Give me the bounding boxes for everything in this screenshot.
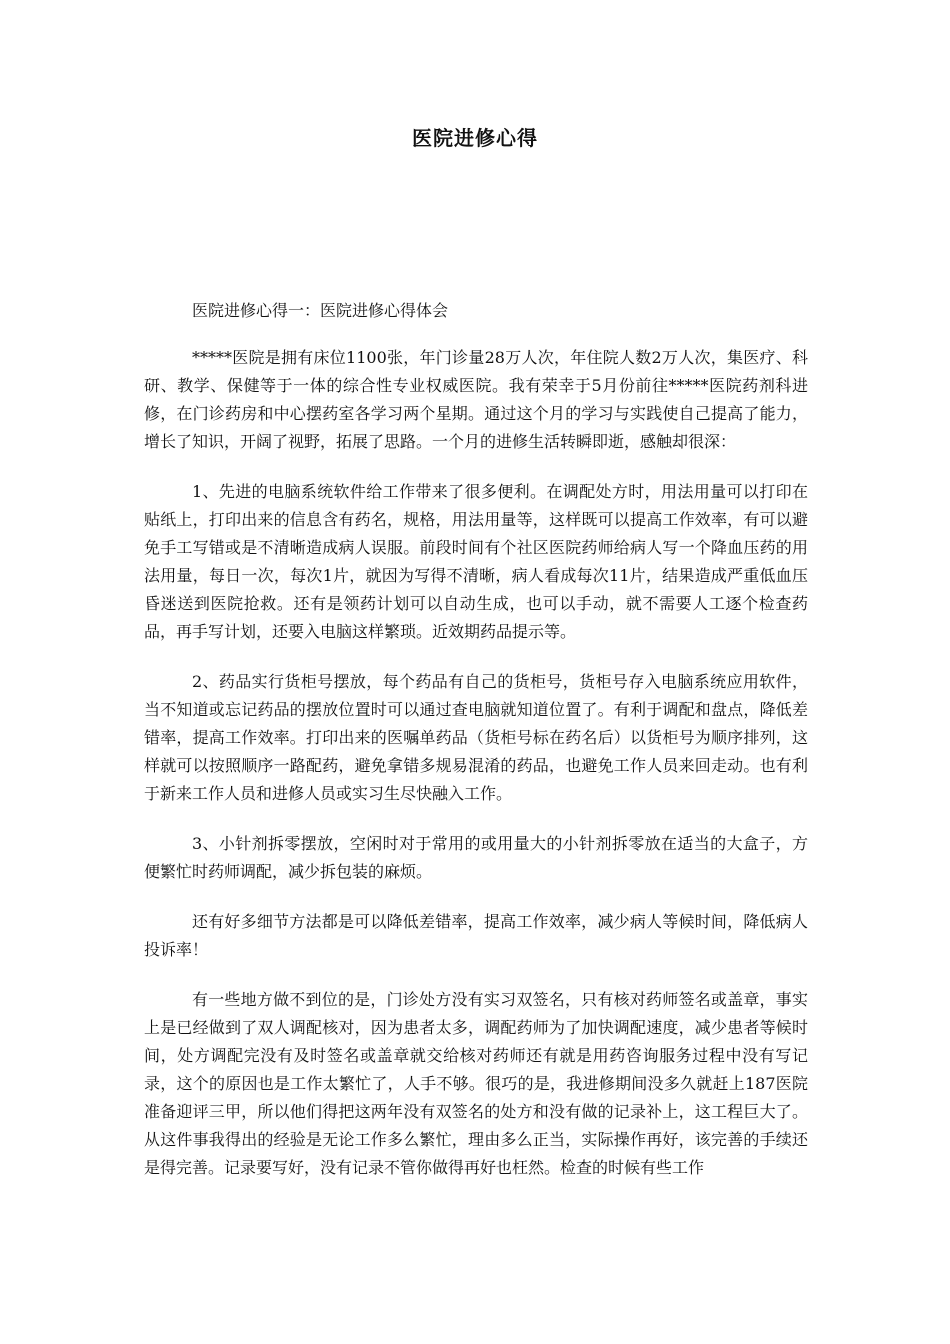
paragraph-shortcomings: 有一些地方做不到位的是，门诊处方没有实习双签名，只有核对药师签名或盖章，事实上是已经做到了双人调配核对，因为患者太多，调配药师为了加快调配速度，减少患者等候时间，处方调配完没有及时签名或盖章就交给核对药师还有就是用药咨询服务过程中没有写记录，这个的原因也是工作太繁忙了，人手不够。很巧的是，我进修期间没多久就赶上187医院准备迎评三甲，所以他们得把这两年没有双签名的处方和没有做的记录补上，这工程巨大了。从这件事我得出的经验是无论工作多么繁忙，理由多么正当，实际操作再好，该完善的手续还是得完善。记录要写好，没有记录不管你做得再好也枉然。检查的时候有些工作 [144, 990, 808, 1177]
document-body [144, 297, 808, 1204]
paragraph-intro: *****医院是拥有床位1100张，年门诊量28万人次，年住院人数2万人次，集医疗、科研、教学、保健等于一体的综合性专业权威医院。我有荣幸于5月份前往*****医院药剂科进修，在门诊药房和中心摆药室各学习两个星期。通过这个月的学习与实践使自己提高了能力，增长了知识，开阔了视野，拓展了思路。一个月的进修生活转瞬即逝，感触却很深： [144, 348, 808, 451]
section-heading: 医院进修心得一：医院进修心得体会 [192, 301, 449, 320]
paragraph-point-1: 1、先进的电脑系统软件给工作带来了很多便利。在调配处方时，用法用量可以打印在贴纸上，打印出来的信息含有药名，规格，用法用量等，这样既可以提高工作效率，有可以避免手工写错或是不清晰造成病人误服。前段时间有个社区医院药师给病人写一个降血压药的用法用量，每日一次，每次1片，就因为写得不清晰，病人看成每次11片，结果造成严重低血压昏迷送到医院抢救。还有是领药计划可以自动生成，也可以手动，就不需要人工逐个检查药品，再手写计划，还要入电脑这样繁琐。近效期药品提示等。 [144, 482, 808, 641]
paragraph-point-3: 3、小针剂拆零摆放，空闲时对于常用的或用量大的小针剂拆零放在适当的大盒子，方便繁忙时药师调配，减少拆包装的麻烦。 [144, 834, 808, 881]
document-title: 医院进修心得 [412, 126, 538, 150]
paragraph-summary: 还有好多细节方法都是可以降低差错率，提高工作效率，减少病人等候时间，降低病人投诉率！ [144, 912, 808, 959]
paragraph-point-2: 2、药品实行货柜号摆放，每个药品有自己的货柜号，货柜号存入电脑系统应用软件，当不知道或忘记药品的摆放位置时可以通过查电脑就知道位置了。有利于调配和盘点，降低差错率，提高工作效率。打印出来的医嘱单药品（货柜号标在药名后）以货柜号为顺序排列，这样就可以按照顺序一路配药，避免拿错多规易混淆的药品，也避免工作人员来回走动。也有利于新来工作人员和进修人员或实习生尽快融入工作。 [144, 672, 808, 803]
